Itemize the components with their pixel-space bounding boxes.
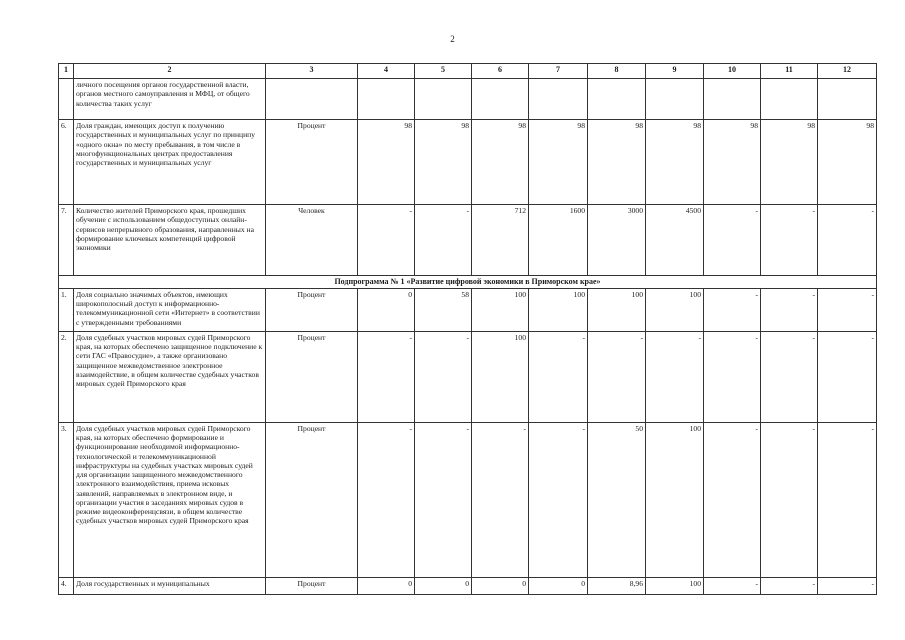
value-cell: 100 [472, 288, 529, 331]
indicator-name: Количество жителей Приморского края, прошедших обучение с использованием общедоступных онлайн-сервисов непрерывного образования, направленных на формирование ключевых компетенций цифровой экономики [74, 205, 266, 276]
indicator-name: Доля граждан, имеющих доступ к получению государственных и муниципальных услуг по принципу «одного окна» по месту пребывания, в том числе в многофункциональных центрах предоставления государственных и муниципальных услуг [74, 120, 266, 205]
value-cell: 0 [529, 577, 588, 594]
page-number: 2 [450, 34, 455, 44]
value-cell: - [472, 422, 529, 577]
column-header: 10 [704, 64, 761, 79]
table-row [59, 205, 877, 276]
column-header: 4 [358, 64, 415, 79]
column-header: 3 [266, 64, 358, 79]
value-cell: 3000 [588, 205, 646, 276]
value-cell [588, 79, 646, 120]
value-cell: 98 [761, 120, 818, 205]
unit-cell: Процент [266, 577, 358, 594]
value-cell: - [818, 288, 877, 331]
value-cell: 100 [529, 288, 588, 331]
column-header: 2 [74, 64, 266, 79]
value-cell: - [761, 422, 818, 577]
value-cell: - [761, 331, 818, 422]
table-row [59, 422, 877, 577]
value-cell: - [704, 577, 761, 594]
value-cell [358, 79, 415, 120]
table-row [59, 120, 877, 205]
column-header: 7 [529, 64, 588, 79]
value-cell [818, 79, 877, 120]
value-cell: - [818, 577, 877, 594]
value-cell: - [529, 422, 588, 577]
value-cell: 58 [415, 288, 472, 331]
table-row [59, 288, 877, 331]
unit-cell: Человек [266, 205, 358, 276]
value-cell: 98 [529, 120, 588, 205]
value-cell: - [415, 205, 472, 276]
value-cell: 1600 [529, 205, 588, 276]
value-cell: 100 [646, 577, 704, 594]
value-cell: 0 [358, 288, 415, 331]
value-cell: 100 [588, 288, 646, 331]
indicator-name: личного посещения органов государственной власти, органов местного самоуправления и МФЦ, от общего количества таких услуг [74, 79, 266, 120]
value-cell: - [761, 288, 818, 331]
column-header: 6 [472, 64, 529, 79]
value-cell: 100 [646, 422, 704, 577]
unit-cell [266, 79, 358, 120]
value-cell: - [704, 288, 761, 331]
value-cell: 0 [472, 577, 529, 594]
header-row [59, 64, 877, 79]
value-cell: - [415, 331, 472, 422]
value-cell: - [761, 577, 818, 594]
value-cell [529, 79, 588, 120]
value-cell: - [358, 422, 415, 577]
value-cell: 8,96 [588, 577, 646, 594]
value-cell [472, 79, 529, 120]
value-cell: - [588, 331, 646, 422]
row-index: 4. [59, 577, 74, 594]
column-header: 9 [646, 64, 704, 79]
row-index: 3. [59, 422, 74, 577]
value-cell: - [818, 331, 877, 422]
value-cell: - [761, 205, 818, 276]
value-cell [761, 79, 818, 120]
value-cell: - [529, 331, 588, 422]
value-cell: - [704, 331, 761, 422]
value-cell: - [358, 331, 415, 422]
value-cell: 98 [646, 120, 704, 205]
value-cell: - [358, 205, 415, 276]
column-header: 11 [761, 64, 818, 79]
indicator-name: Доля судебных участков мировых судей Приморского края, на которых обеспечено защищенное подключение к сети ГАС «Правосудие», а также организовано защищенное межведомственное электронное взаимодействие, в общем количестве судебных участков мировых судей Приморского края [74, 331, 266, 422]
unit-cell: Процент [266, 422, 358, 577]
value-cell: 98 [358, 120, 415, 205]
value-cell: - [646, 331, 704, 422]
value-cell: 50 [588, 422, 646, 577]
indicator-name: Доля государственных и муниципальных [74, 577, 266, 594]
value-cell: 4500 [646, 205, 704, 276]
section-row [59, 276, 877, 289]
row-index: 1. [59, 288, 74, 331]
column-header: 8 [588, 64, 646, 79]
value-cell: - [415, 422, 472, 577]
value-cell [415, 79, 472, 120]
value-cell [704, 79, 761, 120]
value-cell: 98 [588, 120, 646, 205]
column-header: 5 [415, 64, 472, 79]
value-cell: 98 [472, 120, 529, 205]
value-cell: - [704, 205, 761, 276]
column-header: 12 [818, 64, 877, 79]
value-cell [646, 79, 704, 120]
value-cell: 98 [704, 120, 761, 205]
row-index: 6. [59, 120, 74, 205]
unit-cell: Процент [266, 120, 358, 205]
value-cell: 98 [818, 120, 877, 205]
table-row [59, 331, 877, 422]
value-cell: 98 [415, 120, 472, 205]
value-cell: 712 [472, 205, 529, 276]
unit-cell: Процент [266, 331, 358, 422]
row-index [59, 79, 74, 120]
value-cell: 100 [472, 331, 529, 422]
value-cell: 0 [415, 577, 472, 594]
table-row [59, 79, 877, 120]
value-cell: - [818, 205, 877, 276]
unit-cell: Процент [266, 288, 358, 331]
indicators-table [58, 63, 877, 595]
value-cell: 0 [358, 577, 415, 594]
value-cell: - [818, 422, 877, 577]
indicator-name: Доля социально значимых объектов, имеющих широкополосный доступ к информационно-телекоммуникационной сети «Интернет» в соответствии с утвержденными требованиями [74, 288, 266, 331]
value-cell: 100 [646, 288, 704, 331]
table-row [59, 577, 877, 594]
column-header: 1 [59, 64, 74, 79]
row-index: 7. [59, 205, 74, 276]
row-index: 2. [59, 331, 74, 422]
subprogram-title: Подпрограмма № 1 «Развитие цифровой экономики в Приморском крае» [59, 276, 877, 289]
indicator-name: Доля судебных участков мировых судей Приморского края, на которых обеспечено формирование и функционирование необходимой информационно-технологической и телекоммуникационной инфраструктуры на судебных участках мировых судей для организации защищенного межведомственного электронного взаимодействия, приема исковых заявлений, направляемых в электронном виде, и организации участия в заседаниях мировых судов в режиме видеоконференцсвязи, в общем количестве судебных участков мировых судей Приморского края [74, 422, 266, 577]
value-cell: - [704, 422, 761, 577]
